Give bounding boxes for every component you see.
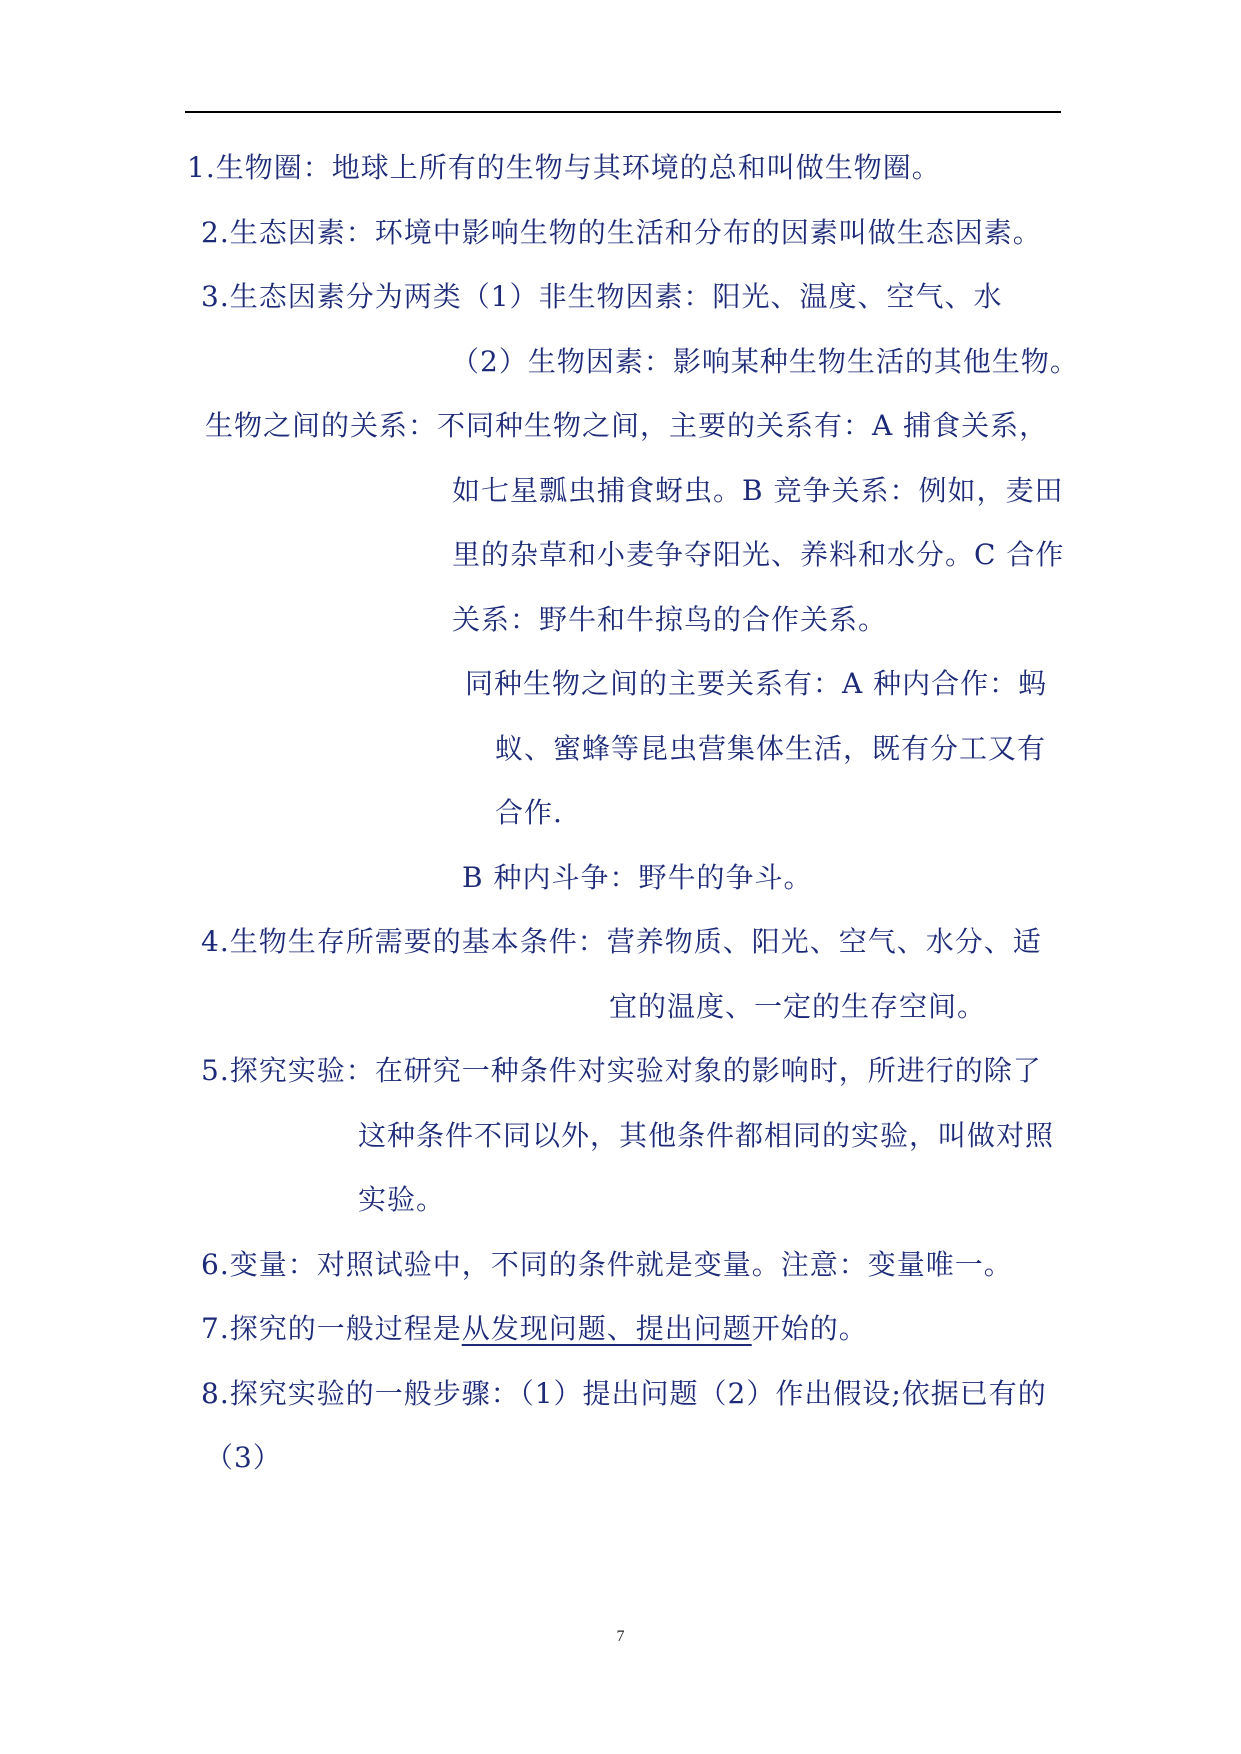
item-5-continuation-2: 实验。	[358, 1183, 446, 1216]
item-4-continuation: 宜的温度、一定的生存空间。	[609, 990, 987, 1023]
item-7-suffix: 开始的。	[751, 1312, 868, 1345]
item-2-text: 2.生态因素：环境中影响生物的生活和分布的因素叫做生态因素。	[201, 216, 1042, 249]
item-7-prefix: 7.探究的一般过程是	[201, 1312, 462, 1345]
item-5-text: 5.探究实验：在研究一种条件对实验对象的影响时，所进行的除了	[201, 1054, 1042, 1087]
item-6-text: 6.变量：对照试验中，不同的条件就是变量。注意：变量唯一。	[201, 1248, 1013, 1281]
item-7-underlined-phrase: 从发现问题、提出问题	[461, 1312, 752, 1345]
header-rule	[185, 111, 1061, 113]
item-7-text	[201, 1309, 868, 1349]
same-species-line-1: 同种生物之间的主要关系有：A 种内合作：蚂	[465, 667, 1048, 700]
same-species-line-3: 合作.	[495, 796, 563, 829]
item-3-continuation: （2）生物因素：影响某种生物生活的其他生物。	[451, 345, 1079, 378]
page-number: 7	[616, 1628, 625, 1645]
item-1-text: 1.生物圈：地球上所有的生物与其环境的总和叫做生物圈。	[187, 151, 941, 184]
item-5-continuation-1: 这种条件不同以外，其他条件都相同的实验，叫做对照	[358, 1119, 1055, 1152]
item-4-text: 4.生物生存所需要的基本条件：营养物质、阳光、空气、水分、适	[201, 925, 1042, 958]
item-8-text: 8.探究实验的一般步骤：（1）提出问题（2）作出假设;依据已有的	[201, 1377, 1047, 1410]
relations-line-4: 关系：野牛和牛掠鸟的合作关系。	[452, 603, 888, 636]
relations-line-3: 里的杂草和小麦争夺阳光、养料和水分。C 合作	[452, 538, 1065, 571]
item-8-continuation: （3）	[205, 1441, 282, 1474]
relations-line-2: 如七星瓢虫捕食蚜虫。B 竞争关系：例如，麦田	[452, 474, 1064, 507]
relations-heading-line: 生物之间的关系：不同种生物之间，主要的关系有：A 捕食关系，	[205, 409, 1049, 442]
same-species-line-2: 蚁、蜜蜂等昆虫营集体生活，既有分工又有	[495, 732, 1047, 765]
item-3-text: 3.生态因素分为两类（1）非生物因素：阳光、温度、空气、水	[201, 280, 1003, 313]
intraspecific-struggle-line: B 种内斗争：野牛的争斗。	[462, 861, 813, 894]
